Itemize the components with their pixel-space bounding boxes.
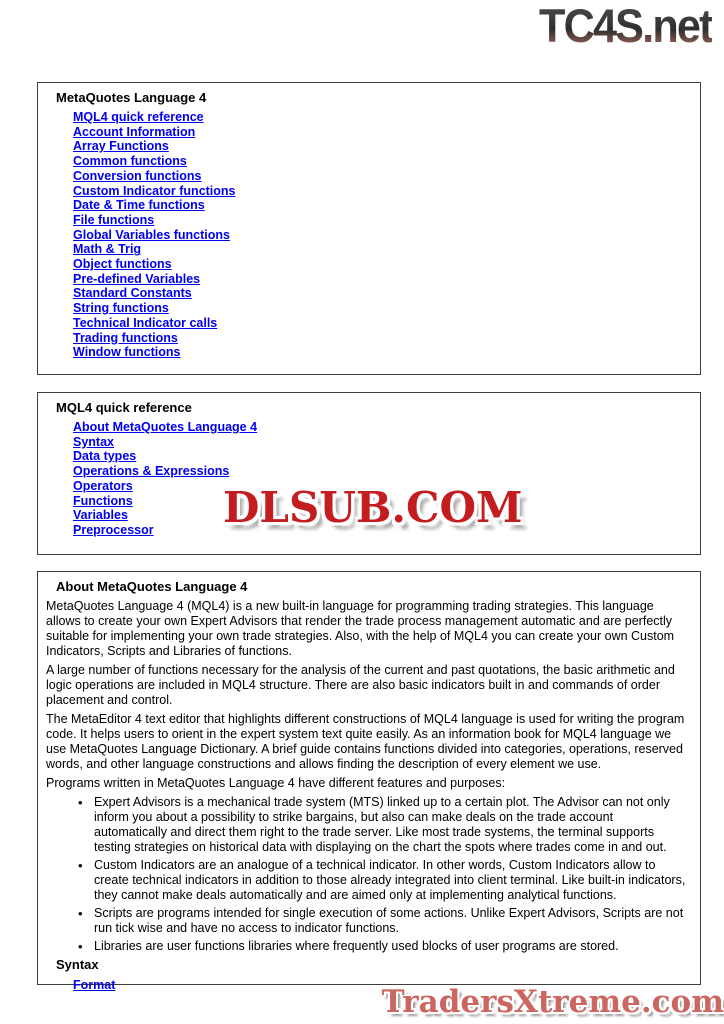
box-title: MQL4 quick reference xyxy=(56,400,192,415)
link-trading-functions[interactable]: Trading functions xyxy=(73,330,178,345)
link-string-functions[interactable]: String functions xyxy=(73,301,169,316)
feature-list xyxy=(76,795,686,954)
link-variables[interactable]: Variables xyxy=(73,508,128,523)
content-box-about-mql4 xyxy=(37,571,701,992)
link-mql4-quick-reference[interactable]: MQL4 quick reference xyxy=(73,110,204,124)
paragraph: MetaQuotes Language 4 (MQL4) is a new built-in language for programming trading strategies. This language allows to create your own Expert Advisors that render the trade process management automatic and are perfectly suitable for implementing your own trade strategies. Also, with the help of MQL4 you can create your own Custom Indicators, Scripts and Libraries of functions. xyxy=(46,599,675,658)
link-format[interactable]: Format xyxy=(73,978,116,992)
bullet-item-scripts: • Scripts are programs intended for single execution of some actions. Unlike Expert Advisors, Scripts are not run tick wise and have no access to indicator functions. xyxy=(76,906,686,936)
link-conversion-functions[interactable]: Conversion functions xyxy=(73,168,202,183)
article-body xyxy=(46,599,686,954)
link-file-functions[interactable]: File functions xyxy=(73,212,155,227)
article-title: About MetaQuotes Language 4 xyxy=(56,579,248,594)
link-preprocessor[interactable]: Preprocessor xyxy=(73,522,154,537)
link-pre-defined-variables[interactable]: Pre-defined Variables xyxy=(73,271,201,286)
link-common-functions[interactable]: Common functions xyxy=(73,154,187,169)
link-custom-indicator-functions[interactable]: Custom Indicator functions xyxy=(73,183,236,198)
link-math-trig[interactable]: Math & Trig xyxy=(73,242,142,257)
link-date-time-functions[interactable]: Date & Time functions xyxy=(73,198,205,213)
link-data-types[interactable]: Data types xyxy=(73,449,137,464)
link-technical-indicator-calls[interactable]: Technical Indicator calls xyxy=(73,315,218,330)
nav-box-metaquotes-language-4 xyxy=(37,82,701,375)
tradersxtreme-site-logo[interactable]: TradersXtreme.com xyxy=(381,984,724,1020)
bullet-item-custom-indicators: • Custom Indicators are an analogue of a technical indicator. In other words, Custom Indicators allow to create technical indicators in addition to those already integrated into client terminal. Like built-in indicators, they cannot make deals automatically and are aimed only at implementing analytical functions. xyxy=(76,858,686,903)
link-account-information[interactable]: Account Information xyxy=(73,124,196,139)
nav-link-list xyxy=(73,110,700,360)
paragraph: The MetaEditor 4 text editor that highlights different constructions of MQL4 language is used for writing the program code. It helps users to orient in the expert system text quite easily. As an information book for MQL4 language we use MetaQuotes Language Dictionary. A brief guide contains functions divided into categories, operations, reserved words, and other language constructions and allows finding the description of every element we use. xyxy=(46,712,685,771)
paragraph: A large number of functions necessary for the analysis of the current and past quotations, the basic arithmetic and logic operations are included in MQL4 structure. There are also basic indicators built in and commands of order placement and control. xyxy=(46,663,675,707)
link-global-variables-functions[interactable]: Global Variables functions xyxy=(73,227,230,242)
link-functions[interactable]: Functions xyxy=(73,493,133,508)
bullet-item-expert-advisors: • Expert Advisors is a mechanical trade system (MTS) linked up to a certain plot. The Advisor can not only inform you about a possibility to strike bargains, but also can make deals on the trade account automatically and direct them right to the trade server. Like most trade systems, the terminal supports testing strategies on historical data with displaying on the chart the spots where trades come in and out. xyxy=(76,795,686,855)
link-about-metaquotes-language-4[interactable]: About MetaQuotes Language 4 xyxy=(73,420,258,434)
link-operators[interactable]: Operators xyxy=(73,478,133,493)
box-title: MetaQuotes Language 4 xyxy=(56,90,207,105)
link-standard-constants[interactable]: Standard Constants xyxy=(73,286,192,301)
link-operations-expressions[interactable]: Operations & Expressions xyxy=(73,464,230,479)
link-window-functions[interactable]: Window functions xyxy=(73,345,181,360)
tc4s-site-logo[interactable]: TC4S.net xyxy=(539,0,712,52)
link-object-functions[interactable]: Object functions xyxy=(73,257,172,272)
link-syntax[interactable]: Syntax xyxy=(73,434,114,449)
dlsub-watermark[interactable]: DLSUB.COM xyxy=(223,483,523,532)
paragraph: Programs written in MetaQuotes Language 4 have different features and purposes: xyxy=(46,776,506,790)
bullet-item-libraries: • Libraries are user functions libraries where frequently used blocks of user programs are stored. xyxy=(76,939,686,954)
syntax-heading: Syntax xyxy=(56,957,99,972)
link-array-functions[interactable]: Array Functions xyxy=(73,139,169,154)
